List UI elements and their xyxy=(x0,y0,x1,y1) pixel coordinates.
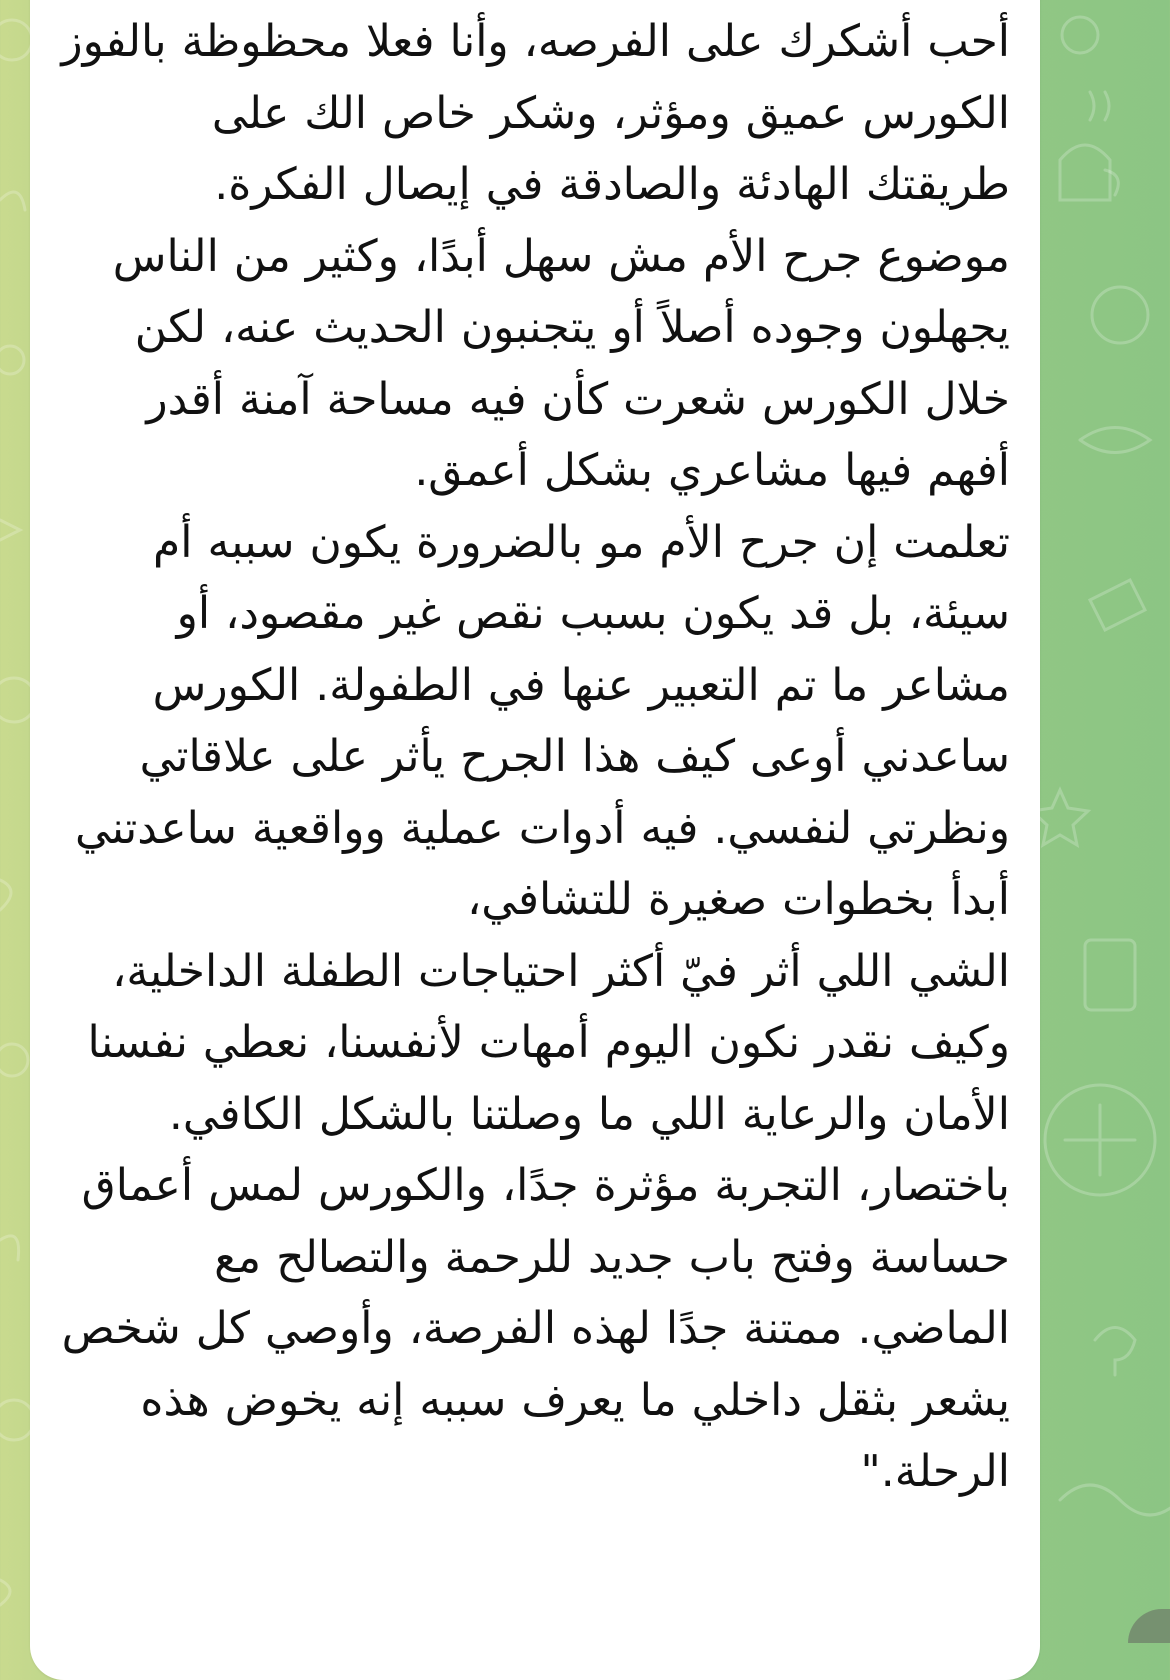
message-text: أحب أشكرك على الفرصه، وأنا فعلا محظوظة بالفوز الكورس عميق ومؤثر، وشكر خاص الك على طريقتك الهادئة والصادقة في إيصال الفكرة. موضوع جرح الأم مش سهل أبدًا، وكثير من الناس يجهلون وجوده أصلاً أو يتجنبون الحديث عنه، لكن خلال الكورس شعرت كأن فيه مساحة آمنة أقدر أفهم فيها مشاعري بشكل أعمق. تعلمت إن جرح الأم مو بالضرورة يكون سببه أم سيئة، بل قد يكون بسبب نقص غير مقصود، أو مشاعر ما تم التعبير عنها في الطفولة. الكورس ساعدني أوعى كيف هذا الجرح يأثر على علاقاتي ونظرتي لنفسي. فيه أدوات عملية وواقعية ساعدتني أبدأ بخطوات صغيرة للتشافي، الشي اللي أثر فيّ أكثر احتياجات الطفلة الداخلية، وكيف نقدر نكون اليوم أمهات لأنفسنا، نعطي نفسنا الأمان والرعاية اللي ما وصلتنا بالشكل الكافي. باختصار، التجربة مؤثرة جدًا، والكورس لمس أعماق حساسة وفتح باب جديد للرحمة والتصالح مع الماضي. ممتنة جدًا لهذه الفرصة، وأوصي كل شخص يشعر بثقل داخلي ما يعرف سببه إنه يخوض هذه الرحلة." xyxy=(61,16,1010,1497)
